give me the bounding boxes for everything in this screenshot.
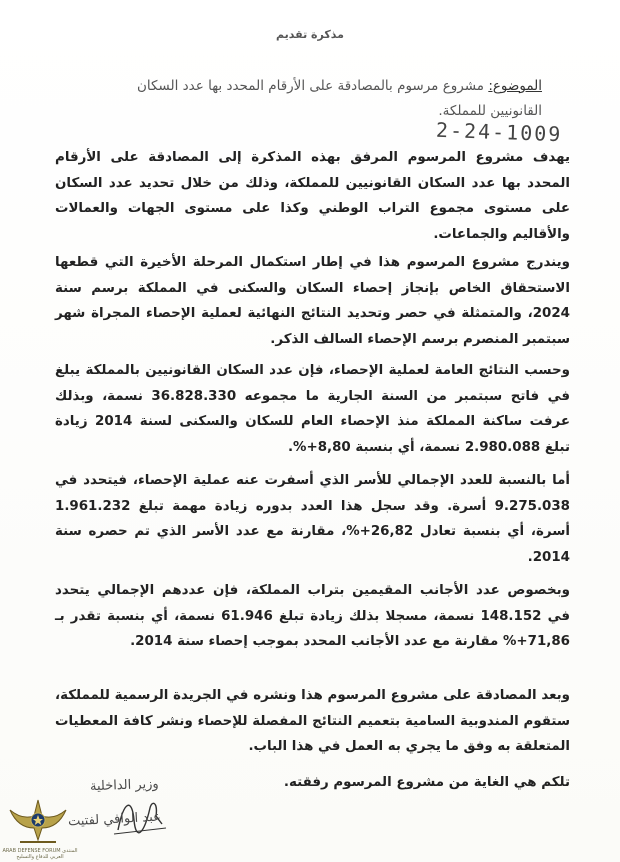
paragraph-publication: وبعد المصادقة على مشروع المرسوم هذا ونشره في الجريدة الرسمية للمملكة، ستقوم المندوبية السامية بتعميم النتائج المفصلة للإحصاء ونشر كافة المعطيات المتعلقة به وفق ما يجري به العمل في هذا الباب. [55,688,570,755]
paragraph-households: أما بالنسبة للعدد الإجمالي للأسر الذي أسفرت عنه عملية الإحصاء، فيتحدد في 9.275.038 أسرة. وقد سجل هذا العدد بدوره زيادة مهمة تبلغ 1.961.232 أسرة، أي بنسبة تعادل 26,82+%، مقارنة مع عدد الأسر الذي تم حصره سنة 2014. [55,473,570,565]
subject-block [102,74,542,124]
watermark-text: ARAB DEFENSE FORUM المنتدى العربي للدفاع والتسليح [2,848,78,860]
paragraph-context: ويندرج مشروع المرسوم هذا في إطار استكمال المرحلة الأخيرة التي قطعها الاستحقاق الخاص بإنجاز إحصاء السكان والسكنى في المملكة برسم سنة 2024، والمتمثلة في حصر وتحديد النتائج النهائية لعملية الإحصاء المجراة شهر سبتمبر المنصرم برسم الإحصاء السالف الذكر. [55,255,570,347]
subject-text: مشروع مرسوم بالمصادقة على الأرقام المحدد بها عدد السكان القانونيين للمملكة. [136,78,542,119]
paragraph-foreigners: وبخصوص عدد الأجانب المقيمين بتراب المملكة، فإن عددهم الإجمالي يتحدد في 148.152 نسمة، مسجلا بذلك زيادة تبلغ 61.946 نسمة، أي بنسبة تقدر بـ 71,86+% مقارنة مع عدد الأجانب المحدد بموجب إحصاء سنة 2014. [55,583,570,650]
paragraph-purpose: يهدف مشروع المرسوم المرفق بهذه المذكرة إلى المصادقة على الأرقام المحدد بها عدد السكان القانونيين للمملكة، وذلك من خلال تحديد عدد السكان على مستوى مجموع التراب الوطني وكذا على مستوى الجهات والعمالات والأقاليم والجماعات. [55,150,570,242]
paragraph-population: وحسب النتائج العامة لعملية الإحصاء، فإن عدد السكان القانونيين بالمملكة يبلغ في فاتح سبتمبر من السنة الجارية ما مجموعه 36.828.330 نسمة، وبذلك عرفت ساكنة المملكة منذ الإحصاء العام للسكان والسكنى لسنة 2014 زيادة تبلغ 2.980.088 نسمة، أي بنسبة 8,80+%. [55,363,571,455]
document-title: مذكرة تقديم [276,28,344,41]
signatory-title: وزير الداخلية [89,776,159,795]
subject-label: الموضوع: [488,78,542,94]
paragraph-closing: تلكم هي الغاية من مشروع المرسوم رفقته. [283,775,570,791]
handwritten-reference-number: 2-24-1009 [435,117,563,147]
signatory-name: عبد الوافي لفتيت [67,809,162,830]
